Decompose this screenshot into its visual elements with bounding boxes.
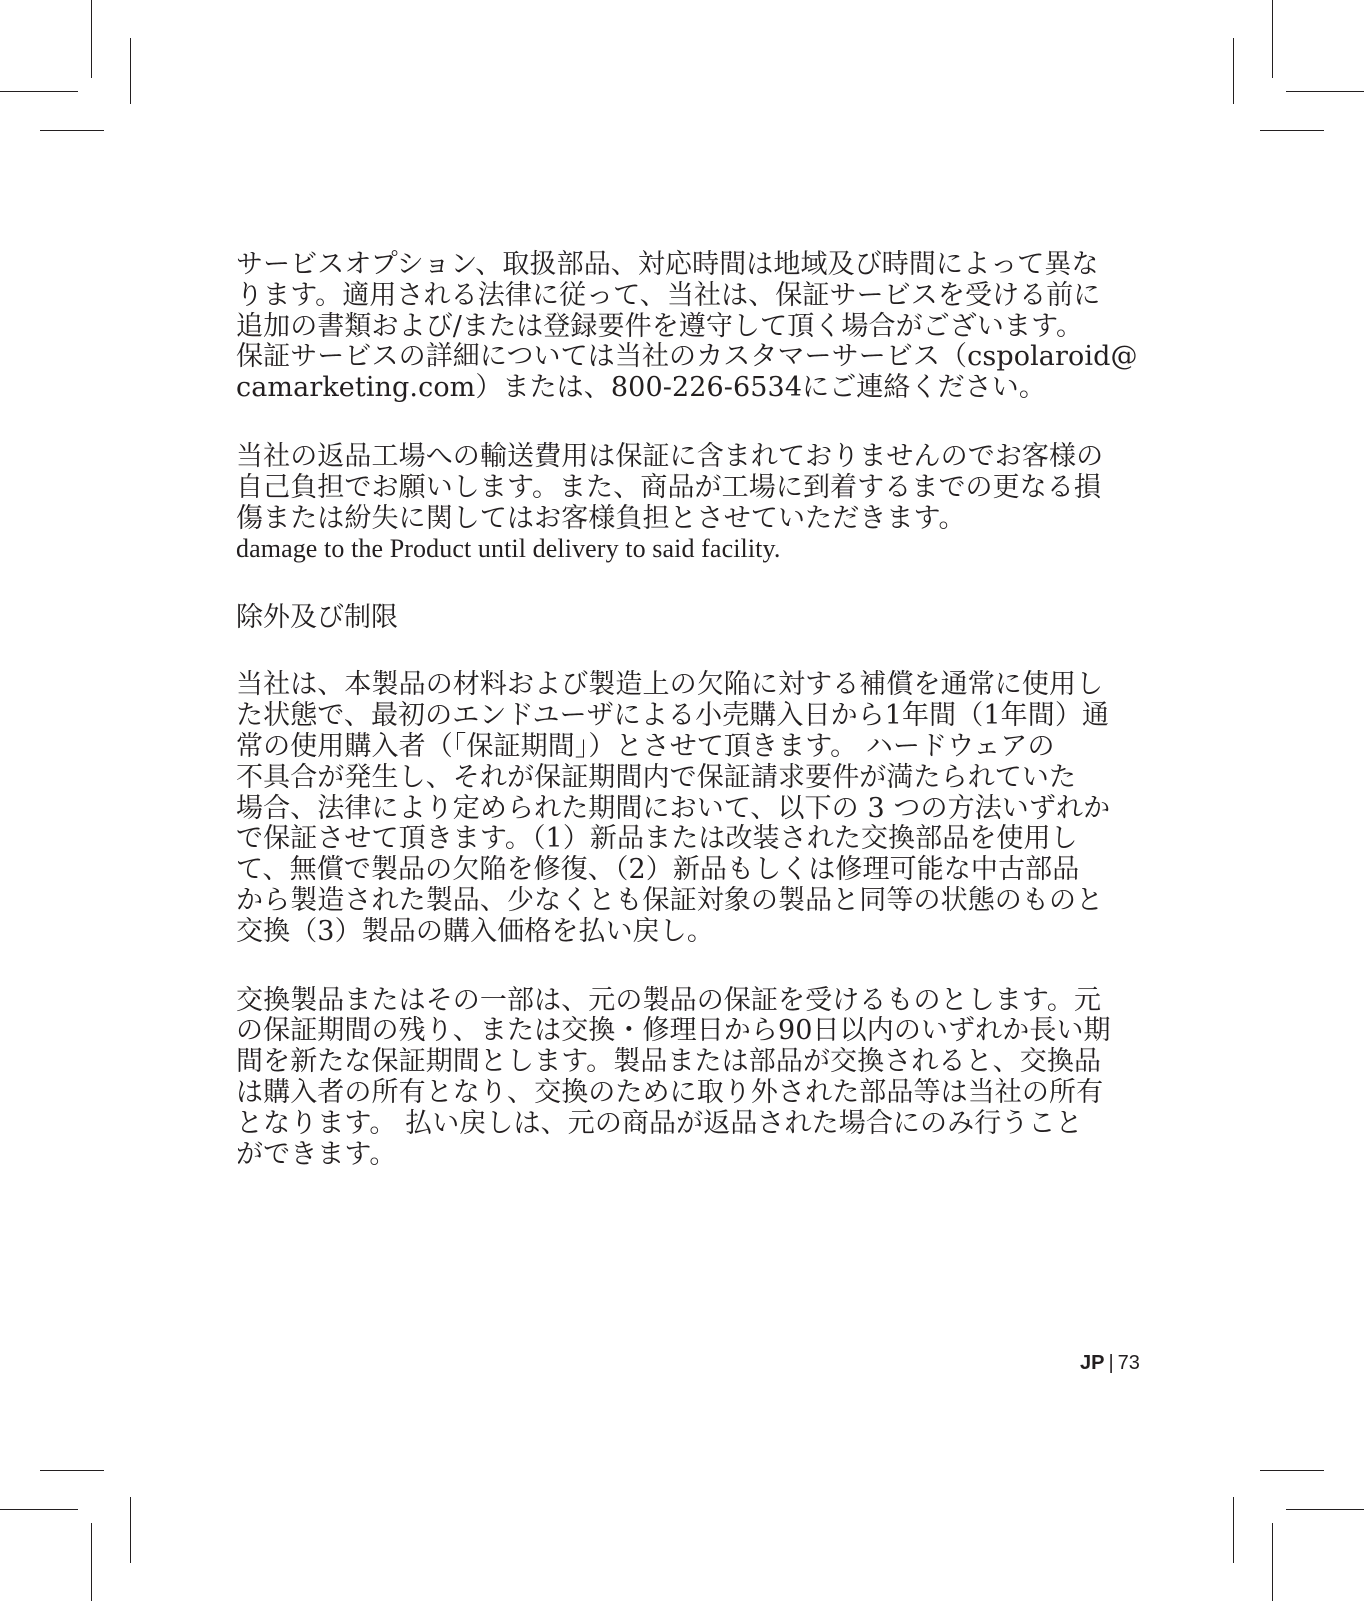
text-line: 傷または紛失に関してはお客様負担とさせていただきます。 [236,502,966,534]
text-line: camarketing.com）または、800-226-6534にご連絡ください。 [236,372,1047,404]
text-line: の保証期間の残り、または交換・修理日から90日以内のいずれか長い期 [236,1015,1111,1047]
crop-mark-top-left-horizontal-inner [40,130,104,131]
text-line: 保証サービスの詳細については当社のカスタマーサービス（cspolaroid@ [236,341,1138,373]
document-body [236,250,1136,1170]
crop-mark-top-left-horizontal-outer [0,91,78,92]
text-line: 交換（3）製品の購入価格を払い戻し。 [236,915,714,947]
crop-mark-bottom-right-horizontal-inner [1260,1470,1324,1471]
crop-mark-top-left-vertical-outer [91,0,92,78]
text-line: 追加の書類および/または登録要件を遵守して頂く場合がございます。 [236,310,1084,342]
text-line: 常の使用購入者（「保証期間」）とさせて頂きます。 ハードウェアの [236,730,1055,762]
shipping-cost-paragraph [236,442,1136,564]
text-line: 当社は、本製品の材料および製造上の欠陥に対する補償を通常に使用し [236,669,1104,701]
crop-mark-bottom-left-horizontal-inner [40,1470,104,1471]
text-line: て、無償で製品の欠陥を修復、（2）新品もしくは修理可能な中古部品 [236,854,1080,886]
crop-mark-top-right-horizontal-inner [1260,130,1324,131]
text-line: 不具合が発生し、それが保証期間内で保証請求要件が満たられていた [236,761,1077,793]
text-line: ります。適用される法律に従って、当社は、保証サービスを受ける前に [236,279,1101,311]
crop-mark-bottom-left-vertical-outer [91,1523,92,1601]
text-line: 自己負担でお願いします。また、商品が工場に到着するまでの更なる損 [236,471,1102,503]
service-options-paragraph [236,250,1136,404]
crop-mark-top-left-vertical-inner [130,38,131,104]
crop-mark-bottom-right-vertical-outer [1272,1523,1273,1601]
text-line: 場合、法律により定められた期間において、以下の 3 つの方法いずれか [236,792,1111,824]
crop-mark-bottom-right-vertical-inner [1233,1497,1234,1563]
crop-mark-top-right-vertical-inner [1233,38,1234,104]
language-code: JP [1080,1352,1105,1374]
text-line: 交換製品またはその一部は、元の製品の保証を受けるものとします。元 [236,984,1102,1016]
text-line: 間を新たな保証期間とします。製品または部品が交換されると、交換品 [236,1046,1102,1078]
english-residual-line: damage to the Product until delivery to said facility. [236,534,781,564]
text-line: た状態で、最初のエンドユーザによる小売購入日から1年間（1年間）通 [236,700,1110,732]
page-number: 73 [1117,1352,1140,1374]
text-line: から製造された製品、少なくとも保証対象の製品と同等の状態のものと [236,884,1104,916]
footer-separator: | [1108,1352,1114,1374]
warranty-coverage-paragraph [236,670,1136,947]
crop-mark-top-right-vertical-outer [1272,0,1273,78]
crop-mark-top-right-horizontal-outer [1286,91,1364,92]
section-heading: 除外及び制限 [236,602,398,634]
text-line: で保証させて頂きます。（1）新品または改装された交換部品を使用し [236,823,1078,855]
crop-mark-bottom-right-horizontal-outer [1286,1509,1364,1510]
replacement-paragraph [236,986,1136,1171]
text-line: 当社の返品工場への輸送費用は保証に含まれておりませんのでお客様の [236,440,1104,472]
text-line: となります。 払い戻しは、元の商品が返品された場合にのみ行うこと [236,1107,1083,1139]
text-line: ができます。 [236,1138,397,1170]
text-line: サービスオプション、取扱部品、対応時間は地域及び時間によって異な [236,249,1099,280]
crop-mark-bottom-left-horizontal-outer [0,1509,78,1510]
crop-mark-bottom-left-vertical-inner [130,1497,131,1563]
page-footer [1080,1352,1140,1375]
text-line: は購入者の所有となり、交換のために取り外された部品等は当社の所有 [236,1076,1104,1108]
